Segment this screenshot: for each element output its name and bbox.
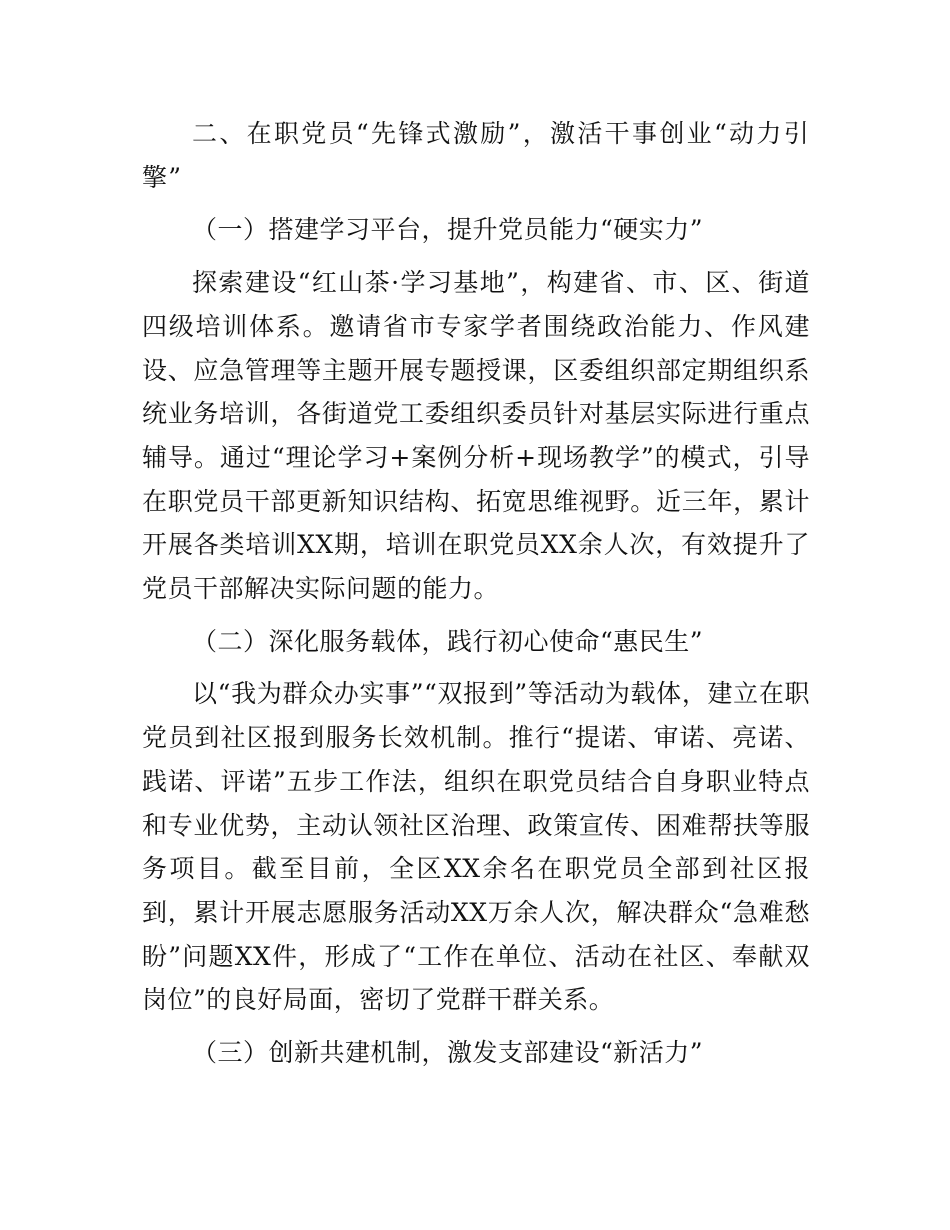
- paragraph-2: 以“我为群众办实事”“双报到”等活动为载体，建立在职党员到社区报到服务长效机制。推行“提诺、审诺、亮诺、践诺、评诺”五步工作法，组织在职党员结合自身职业特点和专业优势，主动认领社区治理、政策宣传、困难帮扶等服务项目。截至目前，全区XX余名在职党员全部到社区报到，累计开展志愿服务活动XX万余人次，解决群众“急难愁盼”问题XX件，形成了“工作在单位、活动在社区、奉献双岗位”的良好局面，密切了党群干群关系。: [142, 679, 810, 1015]
- subsection-heading-3: （三）创新共建机制，激发支部建设“新活力”: [192, 1038, 704, 1068]
- subsection-heading-1: （一）搭建学习平台，提升党员能力“硬实力”: [192, 215, 704, 245]
- paragraph-1: 探索建设“红山茶·学习基地”，构建省、市、区、街道四级培训体系。邀请省市专家学者围绕政治能力、作风建设、应急管理等主题开展专题授课，区委组织部定期组织系统业务培训，各街道党工委组织委员针对基层实际进行重点辅导。通过“理论学习+案例分析+现场教学”的模式，引导在职党员干部更新知识结构、拓宽思维视野。近三年，累计开展各类培训XX期，培训在职党员XX余人次，有效提升了党员干部解决实际问题的能力。: [142, 268, 810, 604]
- subsection-heading-2: （二）深化服务载体，践行初心使命“惠民生”: [192, 626, 704, 656]
- section-heading: 二、在职党员“先锋式激励”，激活干事创业“动力引擎”: [142, 119, 810, 192]
- document-body: [142, 112, 810, 1084]
